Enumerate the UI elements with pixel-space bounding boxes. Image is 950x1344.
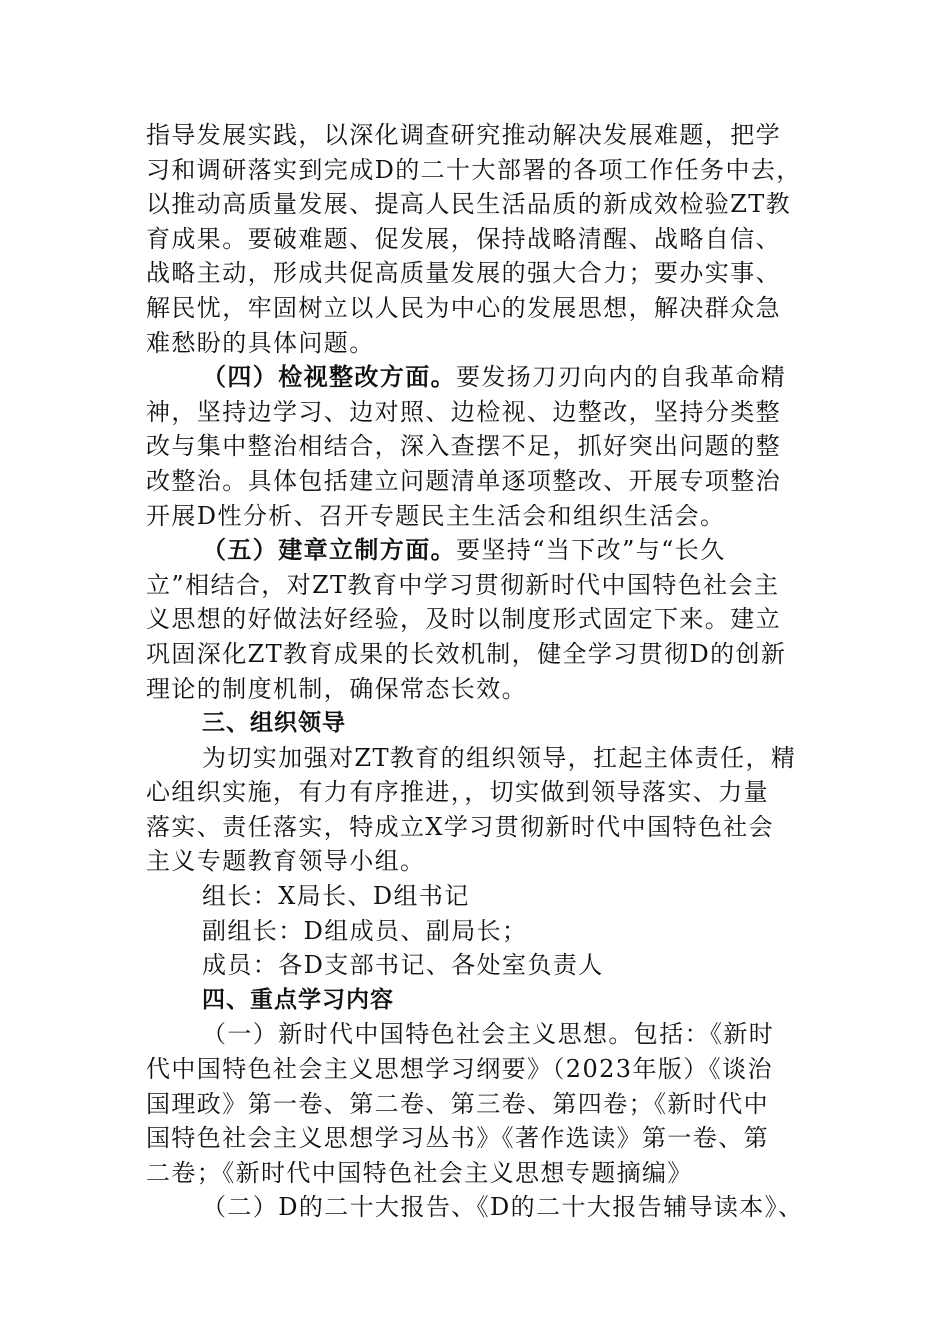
- body-line: 开展D性分析、召开专题民主生活会和组织生活会。: [146, 501, 726, 530]
- body-line: 立”相结合，对ZT教育中学习贯彻新时代中国特色社会主: [146, 570, 780, 599]
- body-line: 改与集中整治相结合，深入查摆不足，抓好突出问题的整: [146, 432, 781, 461]
- body-line: 巩固深化ZT教育成果的长效机制，健全学习贯彻D的创新: [146, 639, 787, 668]
- paragraph-system-building: [146, 533, 810, 568]
- paragraph-text: 要发扬刀刃向内的自我革命精: [456, 363, 787, 392]
- body-line: （二）D的二十大报告、《D的二十大报告辅导读本》、: [202, 1193, 804, 1222]
- body-line: 改整治。具体包括建立问题清单逐项整改、开展专项整治: [146, 466, 781, 495]
- body-line: 落实、责任落实，特成立X学习贯彻新时代中国特色社会: [146, 812, 775, 841]
- body-line: 二卷；《新时代中国特色社会主义思想专题摘编》: [146, 1158, 693, 1187]
- section-heading: 四、重点学习内容: [202, 986, 394, 1013]
- body-line: 心组织实施，有力有序推进，，切实做到领导落实、力量: [146, 778, 769, 807]
- body-line: 为切实加强对ZT教育的组织领导，扛起主体责任，精: [202, 743, 797, 772]
- body-line: 国特色社会主义思想学习丛书》《著作选读》第一卷、第: [146, 1124, 769, 1153]
- body-line: 解民忧，牢固树立以人民为中心的发展思想，解决群众急: [146, 293, 781, 322]
- body-line: 战略主动，形成共促高质量发展的强大合力；要办实事、: [146, 259, 781, 288]
- group-leader: 组长：X局长、D组书记: [202, 882, 470, 911]
- body-line: 国理政》第一卷、第二卷、第三卷、第四卷；《新时代中: [146, 1089, 769, 1118]
- body-line: （一）新时代中国特色社会主义思想。包括：《新时: [202, 1020, 775, 1049]
- body-line: 主义专题教育领导小组。: [146, 847, 426, 876]
- section-heading: 三、组织领导: [202, 710, 346, 737]
- document-body: [146, 118, 810, 1225]
- group-members: 成员：各D支部书记、各处室负责人: [202, 951, 604, 980]
- paragraph-text: 要坚持“当下改”与“长久: [456, 536, 726, 565]
- paragraph-title: （五）建章立制方面。: [202, 535, 456, 565]
- body-line: 指导发展实践，以深化调查研究推动解决发展难题，把学: [146, 121, 781, 149]
- body-line: 代中国特色社会主义思想学习纲要》（2023年版）《谈治: [146, 1055, 773, 1084]
- body-line: 义思想的好做法好经验，及时以制度形式固定下来。建立: [146, 605, 781, 634]
- body-line: 习和调研落实到完成D的二十大部署的各项工作任务中去，: [146, 155, 802, 184]
- group-deputy-leader: 副组长：D组成员、副局长；: [202, 916, 528, 945]
- body-line: 难愁盼的具体问题。: [146, 328, 375, 357]
- paragraph-title: （四）检视整改方面。: [202, 362, 456, 392]
- body-line: 神，坚持边学习、边对照、边检视、边整改，坚持分类整: [146, 397, 781, 426]
- body-line: 理论的制度机制，确保常态长效。: [146, 674, 527, 703]
- body-line: 以推动高质量发展、提高人民生活品质的新成效检验ZT教: [146, 190, 792, 219]
- paragraph-review-rectification: [146, 360, 810, 395]
- body-line: 育成果。要破难题、促发展，保持战略清醒、战略自信、: [146, 224, 781, 253]
